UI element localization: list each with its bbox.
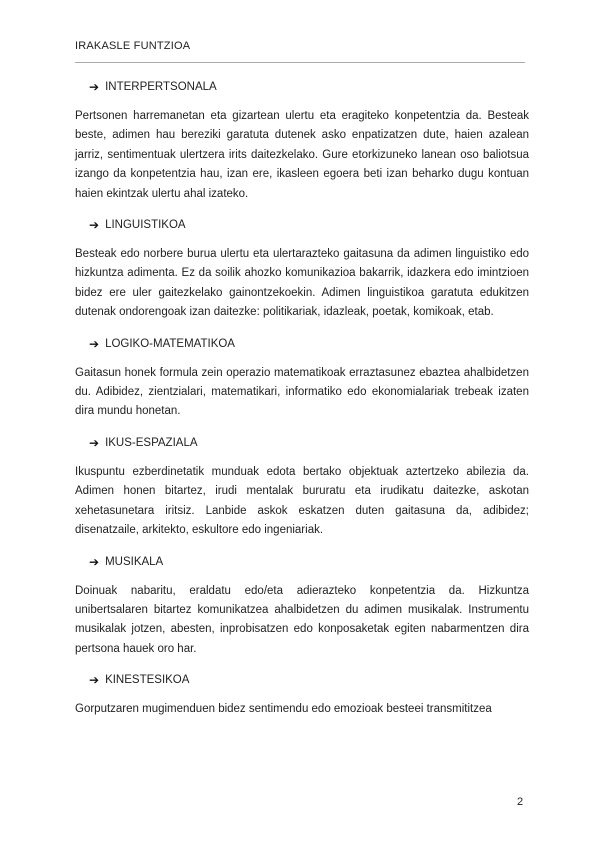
paragraph-line: Doinuak nabaritu, eraldatu edo/eta adierazteko konpetentzia da. Hizkuntza	[75, 584, 529, 597]
paragraph-line: baliotsua izango da konpetentzia hau, izan ere, ikasleen egoera beti izan beharko	[75, 148, 530, 181]
paragraph-line: beste, adimen hau bereziki garatuta dutenek asko enpatizatzen dute, haien azalean	[75, 129, 529, 142]
heading-text: LINGUISTIKOA	[105, 219, 186, 232]
paragraph-line: Adimen honen bitartez, irudi mentalak bururatu eta irudikatu daitezke, askotan	[75, 485, 529, 498]
paragraph-kinestesikoa	[75, 700, 529, 719]
section-heading-interpertsonala	[89, 78, 529, 96]
page-number: 2	[517, 796, 524, 808]
arrow-icon: ➔	[89, 673, 100, 688]
arrow-icon: ➔	[89, 336, 100, 351]
heading-text: KINESTESIKOA	[105, 674, 190, 687]
paragraph-line: ahalbidetzen du. Adibidez, zientzialari, matematikari, informatiko edo ekonomialariak	[75, 366, 529, 399]
document-body	[75, 78, 529, 720]
paragraph-line: jarriz, sentimentuak ulertzera irits daitezkelako. Gure etorkizuneko lanean oso	[75, 148, 479, 161]
paragraph-line: komikoak, etab.	[413, 306, 494, 319]
paragraph-line: Ikuspuntu ezberdinetatik munduak edota bertako objektuak aztertzeko abilezia da.	[75, 465, 529, 478]
paragraph-line: imintzioen bidez ere uler gaitezkelako gainontzekoekin. Adimen linguistikoa garatuta	[75, 267, 530, 299]
paragraph-musikala	[75, 582, 529, 660]
paragraph-line: Pertsonen harremanetan eta gizartean ulertu eta eragiteko konpetentzia da. Besteak	[75, 110, 529, 122]
arrow-icon: ➔	[89, 218, 100, 233]
page-header: IRAKASLE FUNTZIOA	[75, 40, 191, 52]
paragraph-linguistikoa	[75, 245, 529, 323]
header-divider	[75, 62, 525, 63]
paragraph-line: edo hizkuntza adimenta. Ez da soilik ahozko komunikazioa bakarrik, idazkera edo	[75, 248, 529, 280]
arrow-icon: ➔	[89, 80, 100, 94]
heading-text: LOGIKO-MATEMATIKOA	[105, 337, 235, 350]
section-heading-linguistikoa	[89, 216, 529, 234]
heading-text: MUSIKALA	[105, 555, 164, 568]
paragraph-ikus-espaziala	[75, 463, 529, 541]
paragraph-line: trebeak izaten dira mundu honetan.	[75, 386, 529, 418]
section-heading-kinestesikoa	[89, 671, 529, 689]
paragraph-line: disenatzaile, arkitekto, eskultore edo ingeniariak.	[75, 524, 324, 537]
section-heading-logiko-matematikoa	[89, 335, 529, 353]
arrow-icon: ➔	[89, 554, 100, 569]
heading-text: INTERPERTSONALA	[105, 81, 217, 93]
paragraph-line: edukitzen dutenak ondorengoak izan daitezke: politikariak, idazleak, poetak,	[75, 286, 529, 319]
paragraph-line: xehetasunetara iritsiz. Lanbide askok eskatzen duten gaitasuna da, adibidez;	[75, 504, 529, 517]
paragraph-logiko-matematikoa	[75, 364, 529, 422]
section-heading-musikala	[89, 553, 529, 571]
heading-text: IKUS-ESPAZIALA	[105, 436, 198, 449]
paragraph-line: Besteak edo norbere burua ulertu eta ulertarazteko gaitasuna da adimen linguistiko	[75, 248, 506, 261]
paragraph-line: dugu kontuan haien ekintzak ulertu ahal izateko.	[75, 168, 530, 200]
paragraph-line: Instrumentu musikalak jotzen, abesten, inprobisatzen edo konposaketak egiten	[75, 603, 529, 636]
paragraph-line: Gaitasun honek formula zein operazio matematikoak erraztasunez ebaztea	[75, 366, 461, 379]
paragraph-line: unibertsalaren bitartez komunikatzea ahalbidetzen du adimen musikalak.	[75, 603, 463, 616]
paragraph-interpertsonala	[75, 107, 529, 204]
paragraph-line: Gorputzaren mugimenduen bidez sentimendu edo emozioak besteei transmititzea	[75, 703, 492, 716]
arrow-icon: ➔	[89, 435, 100, 450]
section-heading-ikus-espaziala	[89, 434, 529, 452]
paragraph-line: nabarmentzen dira pertsona hauek oro har.	[75, 623, 529, 655]
